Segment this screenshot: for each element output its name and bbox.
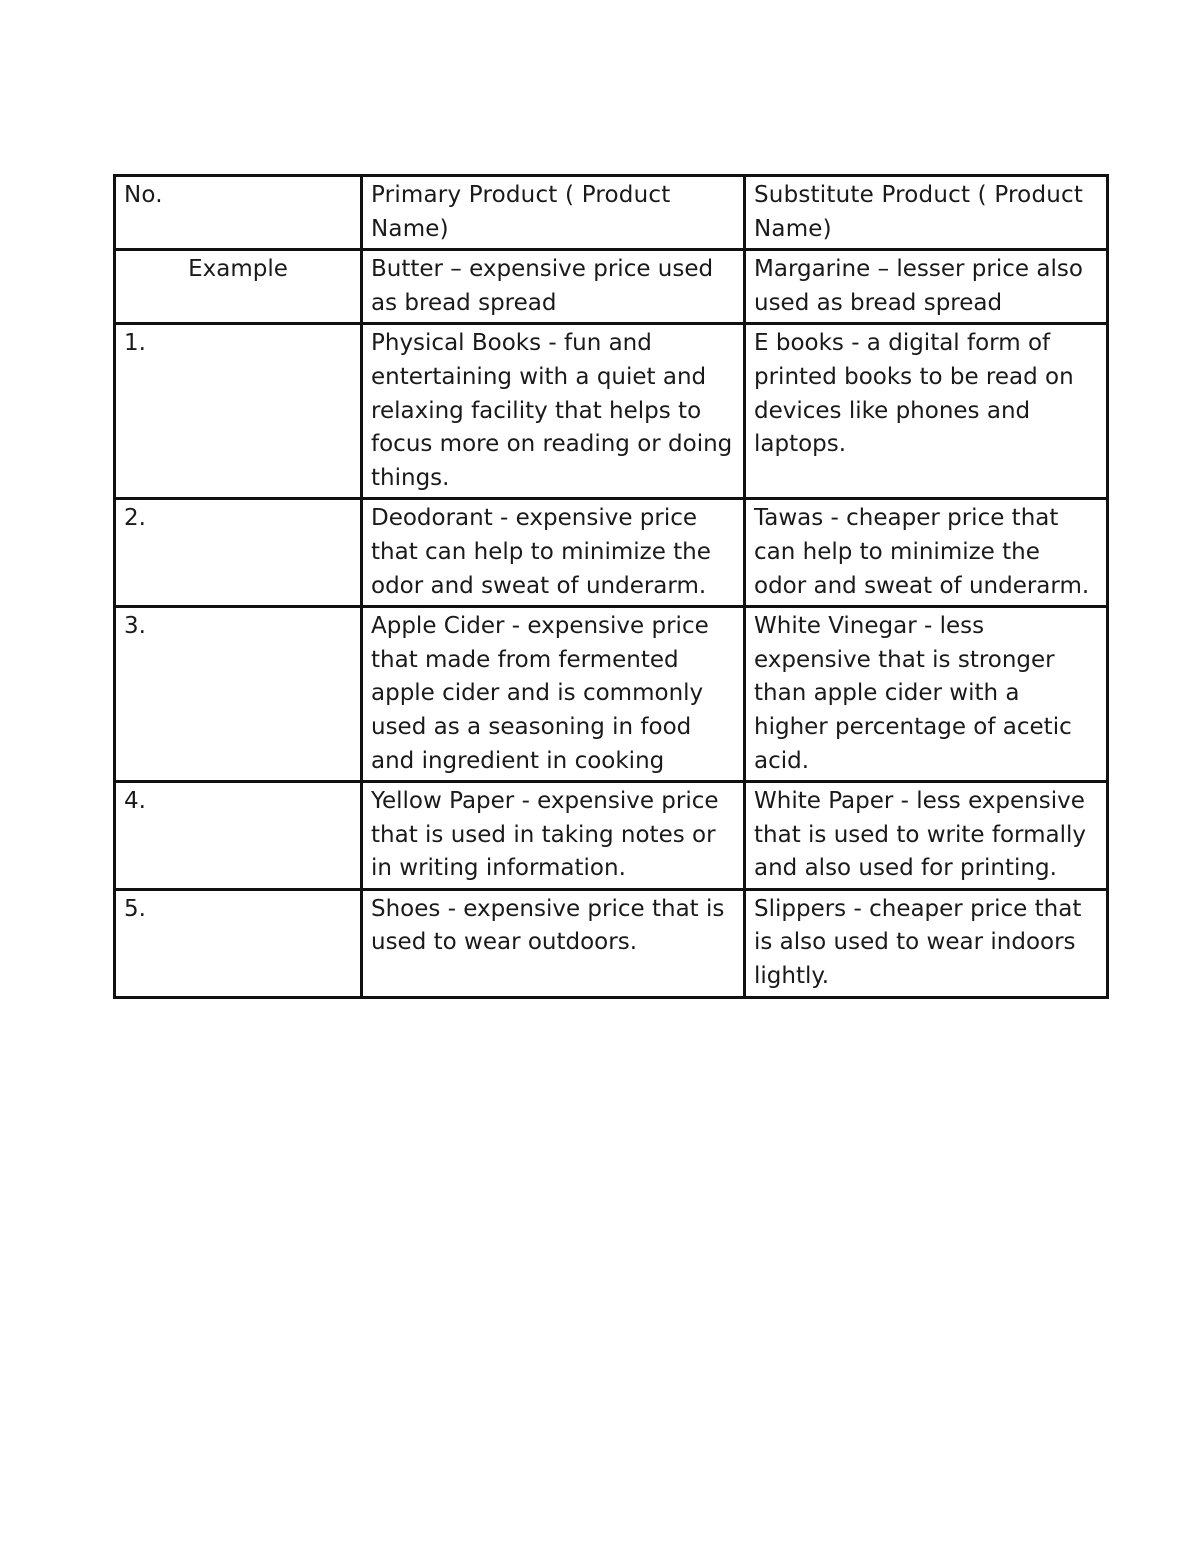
row-primary: Physical Books - fun and entertaining with a quiet and relaxing facility that helps to focus more on reading or doing things. xyxy=(362,324,745,499)
row-primary: Deodorant - expensive price that can help to minimize the odor and sweat of underarm. xyxy=(362,499,745,607)
example-substitute: Margarine – lesser price also used as bread spread xyxy=(745,250,1108,324)
row-number: 1. xyxy=(115,324,362,499)
row-primary: Shoes - expensive price that is used to wear outdoors. xyxy=(362,889,745,997)
table-header-row xyxy=(115,176,1108,250)
row-substitute: E books - a digital form of printed books to be read on devices like phones and laptops. xyxy=(745,324,1108,499)
table-row xyxy=(115,607,1108,782)
header-no: No. xyxy=(115,176,362,250)
table-row xyxy=(115,324,1108,499)
row-primary: Yellow Paper - expensive price that is used in taking notes or in writing information. xyxy=(362,782,745,890)
row-primary: Apple Cider - expensive price that made from fermented apple cider and is commonly used as a seasoning in food and ingredient in cooking xyxy=(362,607,745,782)
table-row xyxy=(115,889,1108,997)
example-primary: Butter – expensive price used as bread spread xyxy=(362,250,745,324)
example-label: Example xyxy=(115,250,362,324)
row-substitute: Slippers - cheaper price that is also used to wear indoors lightly. xyxy=(745,889,1108,997)
row-substitute: White Vinegar - less expensive that is stronger than apple cider with a higher percentage of acetic acid. xyxy=(745,607,1108,782)
header-substitute-product: Substitute Product ( Product Name) xyxy=(745,176,1108,250)
row-number: 4. xyxy=(115,782,362,890)
header-primary-product: Primary Product ( Product Name) xyxy=(362,176,745,250)
row-number: 2. xyxy=(115,499,362,607)
product-substitute-table xyxy=(113,174,1109,999)
row-substitute: Tawas - cheaper price that can help to minimize the odor and sweat of underarm. xyxy=(745,499,1108,607)
row-substitute: White Paper - less expensive that is used to write formally and also used for printing. xyxy=(745,782,1108,890)
row-number: 3. xyxy=(115,607,362,782)
table-row xyxy=(115,499,1108,607)
table-row xyxy=(115,782,1108,890)
row-number: 5. xyxy=(115,889,362,997)
example-row xyxy=(115,250,1108,324)
